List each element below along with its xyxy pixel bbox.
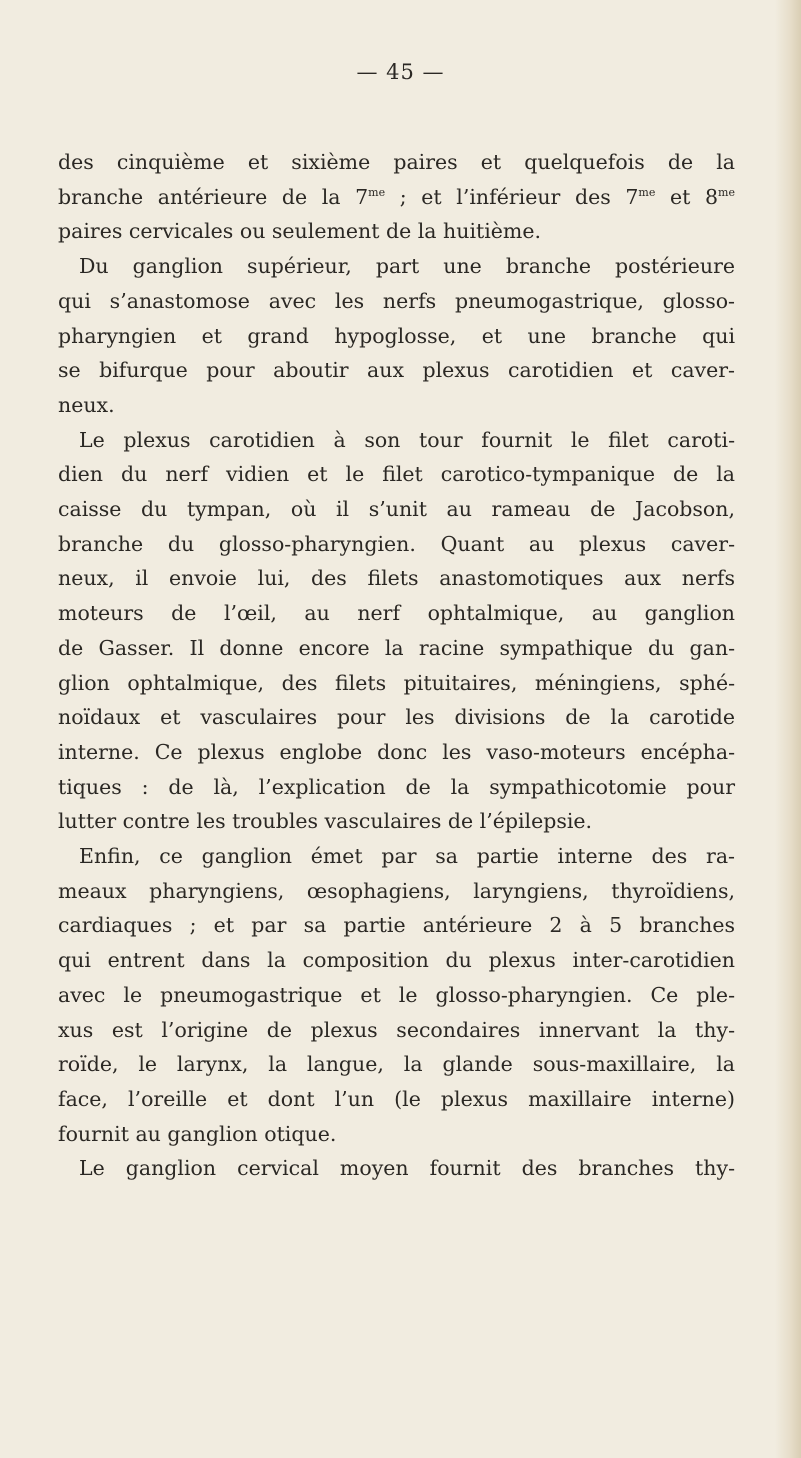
text-segment: Enfin, ce ganglion émet par sa partie interne des ra- <box>79 844 735 869</box>
text-line <box>58 596 735 631</box>
text-segment: qui s’anastomose avec les nerfs pneumogastrique, glosso- <box>58 288 735 313</box>
text-segment: dien du nerf vidien et le filet carotico-tympanique de la <box>58 462 735 487</box>
text-line <box>58 1047 735 1082</box>
text-segment: branche du glosso-pharyngien. Quant au plexus caver- <box>58 531 735 556</box>
superscript: me <box>718 185 735 199</box>
text-segment: et 8 <box>655 184 719 209</box>
text-line <box>58 249 735 284</box>
text-line <box>58 423 735 458</box>
text-segment: Le ganglion cervical moyen fournit des branches thy- <box>79 1156 735 1181</box>
text-segment: se bifurque pour aboutir aux plexus carotidien et caver- <box>58 358 735 383</box>
superscript: me <box>638 185 656 199</box>
text-segment: meaux pharyngiens, œsophagiens, laryngiens, thyroïdiens, <box>58 878 735 903</box>
text-line <box>58 666 735 701</box>
text-segment: tiques : de là, l’explication de la sympathicotomie pour <box>58 774 735 799</box>
text-line <box>58 839 735 874</box>
superscript: me <box>368 185 386 199</box>
text-segment: avec le pneumogastrique et le glosso-pharyngien. Ce ple- <box>58 982 735 1007</box>
text-segment: face, l’oreille et dont l’un (le plexus maxillaire interne) <box>58 1086 735 1111</box>
text-line <box>58 145 735 180</box>
body-text <box>58 145 735 1186</box>
text-line <box>58 631 735 666</box>
text-segment: interne. Ce plexus englobe donc les vaso-moteurs encépha- <box>58 739 735 764</box>
text-line <box>58 908 735 943</box>
text-line <box>58 319 735 354</box>
text-line <box>58 1117 735 1152</box>
text-segment: pharyngien et grand hypoglosse, et une branche qui <box>58 323 735 348</box>
text-segment: xus est l’origine de plexus secondaires innervant la thy- <box>58 1017 735 1042</box>
text-line <box>58 804 735 839</box>
text-segment: Du ganglion supérieur, part une branche postérieure <box>79 254 735 279</box>
text-line <box>58 700 735 735</box>
text-line <box>58 735 735 770</box>
text-line <box>58 388 735 423</box>
text-segment: branche antérieure de la 7 <box>58 184 369 209</box>
text-segment: des cinquième et sixième paires et quelquefois de la <box>58 150 735 174</box>
text-segment: ; et l’inférieur des 7 <box>385 184 639 209</box>
text-segment: glion ophtalmique, des filets pituitaires, méningiens, sphé- <box>58 670 735 695</box>
text-segment: qui entrent dans la composition du plexus inter-carotidien <box>58 948 735 973</box>
page-edge <box>775 0 801 1458</box>
text-segment: lutter contre les troubles vasculaires de l’épilepsie. <box>58 809 593 834</box>
text-line <box>58 457 735 492</box>
text-segment: cardiaques ; et par sa partie antérieure 2 à 5 branches <box>58 913 735 938</box>
text-line <box>58 180 735 215</box>
text-segment: fournit au ganglion otique. <box>58 1121 337 1146</box>
text-line <box>58 284 735 319</box>
text-segment: caisse du tympan, où il s’unit au rameau de Jacobson, <box>58 497 735 522</box>
text-line <box>58 874 735 909</box>
text-line <box>58 1013 735 1048</box>
text-line <box>58 1151 735 1186</box>
text-line <box>58 770 735 805</box>
page-number: — 45 — <box>356 60 445 84</box>
text-line <box>58 527 735 562</box>
text-segment: Le plexus carotidien à son tour fournit le filet caroti- <box>79 427 735 452</box>
text-line <box>58 978 735 1013</box>
text-line <box>58 214 735 249</box>
text-segment: moteurs de l’œil, au nerf ophtalmique, au ganglion <box>58 601 735 626</box>
text-line <box>58 561 735 596</box>
text-line <box>58 353 735 388</box>
text-segment: paires cervicales ou seulement de la huitième. <box>58 219 542 244</box>
text-segment: roïde, le larynx, la langue, la glande sous-maxillaire, la <box>58 1052 735 1077</box>
text-line <box>58 943 735 978</box>
text-segment: noïdaux et vasculaires pour les divisions de la carotide <box>58 705 735 730</box>
text-line <box>58 1082 735 1117</box>
text-segment: de Gasser. Il donne encore la racine sympathique du gan- <box>58 635 735 660</box>
text-segment: neux, il envoie lui, des filets anastomotiques aux nerfs <box>58 566 735 591</box>
text-segment: neux. <box>58 392 115 417</box>
text-line <box>58 492 735 527</box>
